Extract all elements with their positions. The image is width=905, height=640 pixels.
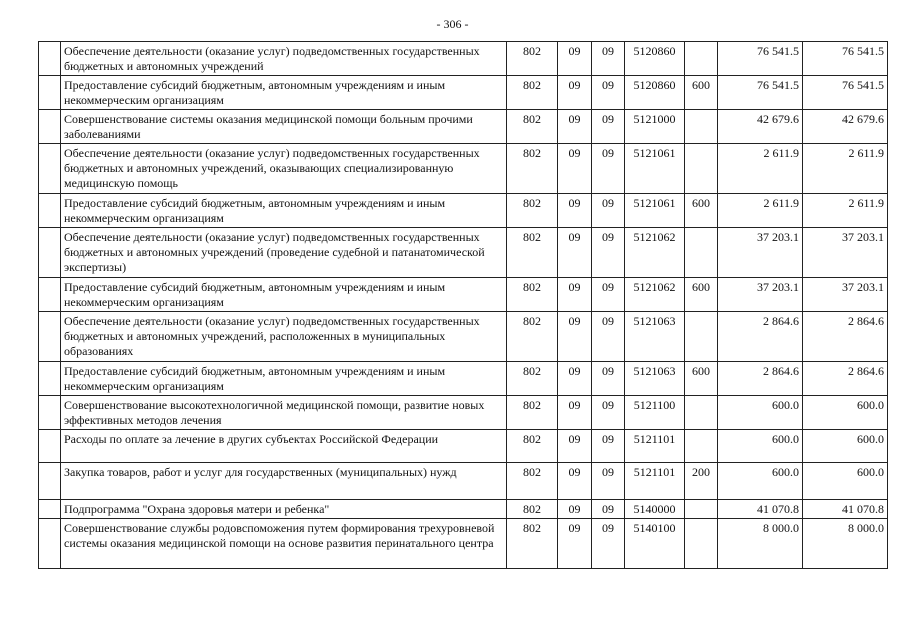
amount-cell: 37 203.1 bbox=[718, 228, 803, 278]
target-code-cell: 5121062 bbox=[625, 278, 685, 312]
subsection-code-cell: 09 bbox=[592, 144, 625, 194]
target-code-cell: 5140000 bbox=[625, 500, 685, 519]
ministry-code-cell: 802 bbox=[507, 500, 558, 519]
section-code-cell: 09 bbox=[558, 110, 592, 144]
target-code-cell: 5120860 bbox=[625, 42, 685, 76]
target-code-cell: 5121061 bbox=[625, 194, 685, 228]
expense-type-cell bbox=[685, 110, 718, 144]
subsection-code-cell: 09 bbox=[592, 76, 625, 110]
item-name-cell: Предоставление субсидий бюджетным, автономным учреждениям и иным некоммерческим организациям bbox=[61, 278, 507, 312]
expense-type-cell: 600 bbox=[685, 278, 718, 312]
target-code-cell: 5121000 bbox=[625, 110, 685, 144]
subsection-code-cell: 09 bbox=[592, 228, 625, 278]
amount-cell: 8 000.0 bbox=[803, 519, 888, 569]
item-name-cell: Совершенствование системы оказания медицинской помощи больным прочими заболеваниями bbox=[61, 110, 507, 144]
amount-cell: 2 611.9 bbox=[803, 194, 888, 228]
amount-cell: 2 864.6 bbox=[803, 362, 888, 396]
amount-cell: 41 070.8 bbox=[803, 500, 888, 519]
amount-cell: 37 203.1 bbox=[803, 278, 888, 312]
blank-cell bbox=[39, 194, 61, 228]
item-name-cell: Совершенствование высокотехнологичной медицинской помощи, развитие новых эффективных методов лечения bbox=[61, 396, 507, 430]
subsection-code-cell: 09 bbox=[592, 194, 625, 228]
amount-cell: 76 541.5 bbox=[803, 76, 888, 110]
section-code-cell: 09 bbox=[558, 463, 592, 500]
table-row bbox=[39, 144, 888, 194]
item-name-cell: Закупка товаров, работ и услуг для государственных (муниципальных) нужд bbox=[61, 463, 507, 500]
table-row bbox=[39, 278, 888, 312]
subsection-code-cell: 09 bbox=[592, 312, 625, 362]
subsection-code-cell: 09 bbox=[592, 110, 625, 144]
ministry-code-cell: 802 bbox=[507, 362, 558, 396]
expense-type-cell bbox=[685, 312, 718, 362]
target-code-cell: 5121100 bbox=[625, 396, 685, 430]
subsection-code-cell: 09 bbox=[592, 500, 625, 519]
page-number: - 306 - bbox=[436, 17, 469, 31]
section-code-cell: 09 bbox=[558, 430, 592, 463]
blank-cell bbox=[39, 362, 61, 396]
item-name-cell: Расходы по оплате за лечение в других субъектах Российской Федерации bbox=[61, 430, 507, 463]
amount-cell: 2 864.6 bbox=[718, 312, 803, 362]
subsection-code-cell: 09 bbox=[592, 430, 625, 463]
item-name-cell: Предоставление субсидий бюджетным, автономным учреждениям и иным некоммерческим организациям bbox=[61, 194, 507, 228]
ministry-code-cell: 802 bbox=[507, 110, 558, 144]
section-code-cell: 09 bbox=[558, 144, 592, 194]
table-row bbox=[39, 362, 888, 396]
amount-cell: 42 679.6 bbox=[803, 110, 888, 144]
item-name-cell: Подпрограмма "Охрана здоровья матери и ребенка" bbox=[61, 500, 507, 519]
target-code-cell: 5120860 bbox=[625, 76, 685, 110]
ministry-code-cell: 802 bbox=[507, 228, 558, 278]
blank-cell bbox=[39, 76, 61, 110]
section-code-cell: 09 bbox=[558, 362, 592, 396]
amount-cell: 600.0 bbox=[803, 463, 888, 500]
amount-cell: 600.0 bbox=[803, 396, 888, 430]
amount-cell: 2 864.6 bbox=[718, 362, 803, 396]
amount-cell: 76 541.5 bbox=[718, 42, 803, 76]
ministry-code-cell: 802 bbox=[507, 396, 558, 430]
blank-cell bbox=[39, 396, 61, 430]
table-row bbox=[39, 463, 888, 500]
expense-type-cell bbox=[685, 430, 718, 463]
section-code-cell: 09 bbox=[558, 228, 592, 278]
ministry-code-cell: 802 bbox=[507, 463, 558, 500]
expense-type-cell bbox=[685, 396, 718, 430]
expense-type-cell: 600 bbox=[685, 194, 718, 228]
target-code-cell: 5121063 bbox=[625, 362, 685, 396]
table-row bbox=[39, 42, 888, 76]
table-row bbox=[39, 396, 888, 430]
ministry-code-cell: 802 bbox=[507, 42, 558, 76]
table-row bbox=[39, 194, 888, 228]
section-code-cell: 09 bbox=[558, 396, 592, 430]
target-code-cell: 5121062 bbox=[625, 228, 685, 278]
ministry-code-cell: 802 bbox=[507, 430, 558, 463]
subsection-code-cell: 09 bbox=[592, 42, 625, 76]
amount-cell: 76 541.5 bbox=[718, 76, 803, 110]
section-code-cell: 09 bbox=[558, 500, 592, 519]
item-name-cell: Предоставление субсидий бюджетным, автономным учреждениям и иным некоммерческим организациям bbox=[61, 76, 507, 110]
amount-cell: 42 679.6 bbox=[718, 110, 803, 144]
subsection-code-cell: 09 bbox=[592, 362, 625, 396]
budget-table bbox=[38, 41, 888, 569]
ministry-code-cell: 802 bbox=[507, 144, 558, 194]
target-code-cell: 5121101 bbox=[625, 463, 685, 500]
subsection-code-cell: 09 bbox=[592, 519, 625, 569]
table-row bbox=[39, 312, 888, 362]
amount-cell: 37 203.1 bbox=[803, 228, 888, 278]
amount-cell: 600.0 bbox=[718, 463, 803, 500]
blank-cell bbox=[39, 144, 61, 194]
expense-type-cell bbox=[685, 500, 718, 519]
expense-type-cell: 600 bbox=[685, 76, 718, 110]
amount-cell: 76 541.5 bbox=[803, 42, 888, 76]
section-code-cell: 09 bbox=[558, 278, 592, 312]
expense-type-cell bbox=[685, 42, 718, 76]
table-row bbox=[39, 76, 888, 110]
expense-type-cell: 200 bbox=[685, 463, 718, 500]
item-name-cell: Обеспечение деятельности (оказание услуг) подведомственных государственных бюджетных и автономных учреждений, оказывающих специализированную медицинскую помощь bbox=[61, 144, 507, 194]
amount-cell: 2 611.9 bbox=[718, 194, 803, 228]
table-row bbox=[39, 430, 888, 463]
section-code-cell: 09 bbox=[558, 519, 592, 569]
target-code-cell: 5121063 bbox=[625, 312, 685, 362]
blank-cell bbox=[39, 42, 61, 76]
table-row bbox=[39, 110, 888, 144]
blank-cell bbox=[39, 312, 61, 362]
subsection-code-cell: 09 bbox=[592, 396, 625, 430]
amount-cell: 600.0 bbox=[803, 430, 888, 463]
blank-cell bbox=[39, 463, 61, 500]
subsection-code-cell: 09 bbox=[592, 278, 625, 312]
amount-cell: 2 611.9 bbox=[803, 144, 888, 194]
amount-cell: 600.0 bbox=[718, 430, 803, 463]
blank-cell bbox=[39, 500, 61, 519]
budget-table-body bbox=[39, 42, 888, 569]
ministry-code-cell: 802 bbox=[507, 312, 558, 362]
blank-cell bbox=[39, 278, 61, 312]
amount-cell: 600.0 bbox=[718, 396, 803, 430]
target-code-cell: 5140100 bbox=[625, 519, 685, 569]
item-name-cell: Обеспечение деятельности (оказание услуг) подведомственных государственных бюджетных и автономных учреждений, расположенных в муниципальных образованиях bbox=[61, 312, 507, 362]
section-code-cell: 09 bbox=[558, 76, 592, 110]
blank-cell bbox=[39, 430, 61, 463]
section-code-cell: 09 bbox=[558, 42, 592, 76]
table-row bbox=[39, 228, 888, 278]
target-code-cell: 5121101 bbox=[625, 430, 685, 463]
target-code-cell: 5121061 bbox=[625, 144, 685, 194]
blank-cell bbox=[39, 519, 61, 569]
amount-cell: 41 070.8 bbox=[718, 500, 803, 519]
blank-cell bbox=[39, 110, 61, 144]
blank-cell bbox=[39, 228, 61, 278]
expense-type-cell bbox=[685, 519, 718, 569]
table-row bbox=[39, 519, 888, 569]
expense-type-cell: 600 bbox=[685, 362, 718, 396]
table-row bbox=[39, 500, 888, 519]
section-code-cell: 09 bbox=[558, 194, 592, 228]
subsection-code-cell: 09 bbox=[592, 463, 625, 500]
ministry-code-cell: 802 bbox=[507, 76, 558, 110]
expense-type-cell bbox=[685, 228, 718, 278]
amount-cell: 2 864.6 bbox=[803, 312, 888, 362]
ministry-code-cell: 802 bbox=[507, 519, 558, 569]
ministry-code-cell: 802 bbox=[507, 194, 558, 228]
item-name-cell: Совершенствование службы родовспоможения путем формирования трехуровневой системы оказания медицинской помощи на основе развития перинатального центра bbox=[61, 519, 507, 569]
item-name-cell: Обеспечение деятельности (оказание услуг) подведомственных государственных бюджетных и автономных учреждений bbox=[61, 42, 507, 76]
amount-cell: 8 000.0 bbox=[718, 519, 803, 569]
item-name-cell: Обеспечение деятельности (оказание услуг) подведомственных государственных бюджетных и автономных учреждений (проведение судебной и патанатомической экспертизы) bbox=[61, 228, 507, 278]
ministry-code-cell: 802 bbox=[507, 278, 558, 312]
amount-cell: 2 611.9 bbox=[718, 144, 803, 194]
item-name-cell: Предоставление субсидий бюджетным, автономным учреждениям и иным некоммерческим организациям bbox=[61, 362, 507, 396]
section-code-cell: 09 bbox=[558, 312, 592, 362]
expense-type-cell bbox=[685, 144, 718, 194]
amount-cell: 37 203.1 bbox=[718, 278, 803, 312]
